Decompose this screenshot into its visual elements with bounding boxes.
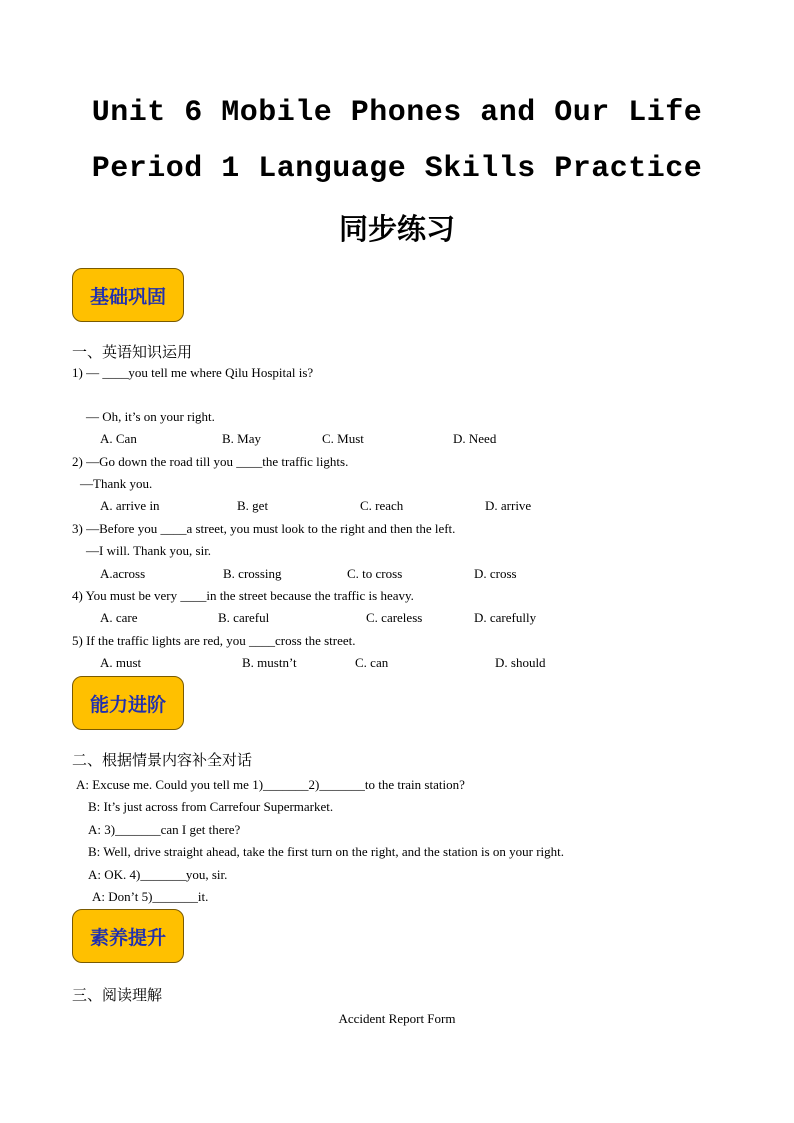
page-title-line1: Unit 6 Mobile Phones and Our Life <box>91 96 703 130</box>
question-3-option-c: C. to cross <box>347 566 403 581</box>
section-heading-basic: 一、英语知识运用 <box>72 343 193 361</box>
question-2-reply: —Thank you. <box>80 476 153 491</box>
reading-title: Accident Report Form <box>338 1011 456 1026</box>
question-2-option-a: A. arrive in <box>100 498 160 513</box>
question-2-stem: 2) —Go down the road till you ____the traffic lights. <box>72 454 349 469</box>
dialogue-line-4: B: Well, drive straight ahead, take the first turn on the right, and the station is on your right. <box>88 844 565 859</box>
question-4-option-c: C. careless <box>366 610 423 625</box>
section-badge-literacy: 素养提升 <box>72 909 184 963</box>
question-3-stem: 3) —Before you ____a street, you must look to the right and then the left. <box>72 521 456 536</box>
section-badge-basic: 基础巩固 <box>72 268 184 322</box>
question-3-reply: —I will. Thank you, sir. <box>86 543 212 558</box>
question-4-option-b: B. careful <box>218 610 270 625</box>
question-1-option-a: A. Can <box>100 431 137 446</box>
question-5-option-d: D. should <box>495 655 546 670</box>
question-4-option-a: A. care <box>100 610 138 625</box>
question-1-option-b: B. May <box>222 431 261 446</box>
section-badge-advanced: 能力进阶 <box>72 676 184 730</box>
question-3-option-a: A.across <box>100 566 146 581</box>
dialogue-line-3: A: 3)_______can I get there? <box>88 822 241 837</box>
section-heading-advanced: 二、根据情景内容补全对话 <box>72 751 253 769</box>
dialogue-line-5: A: OK. 4)_______you, sir. <box>88 867 228 882</box>
question-4-stem: 4) You must be very ____in the street because the traffic is heavy. <box>72 588 414 603</box>
question-5-stem: 5) If the traffic lights are red, you ____cross the street. <box>72 633 356 648</box>
question-5-option-c: C. can <box>355 655 389 670</box>
question-5-option-b: B. mustn’t <box>242 655 297 670</box>
question-2-option-c: C. reach <box>360 498 404 513</box>
page-subtitle: 同步练习 <box>338 212 455 246</box>
question-1-reply: — Oh, it’s on your right. <box>86 409 215 424</box>
section-heading-literacy: 三、阅读理解 <box>72 986 163 1004</box>
question-5-option-a: A. must <box>100 655 142 670</box>
question-2-option-d: D. arrive <box>485 498 532 513</box>
dialogue-line-2: B: It’s just across from Carrefour Supermarket. <box>88 799 334 814</box>
question-1-option-c: C. Must <box>322 431 364 446</box>
dialogue-line-1: A: Excuse me. Could you tell me 1)_______2)_______to the train station? <box>76 777 465 792</box>
question-4-option-d: D. carefully <box>474 610 537 625</box>
question-1-stem: 1) — ____you tell me where Qilu Hospital is? <box>72 365 314 380</box>
question-2-option-b: B. get <box>237 498 269 513</box>
question-3-option-d: D. cross <box>474 566 517 581</box>
page-title-line2: Period 1 Language Skills Practice <box>91 152 703 186</box>
question-3-option-b: B. crossing <box>223 566 282 581</box>
dialogue-line-6: A: Don’t 5)_______it. <box>92 889 209 904</box>
question-1-option-d: D. Need <box>453 431 497 446</box>
